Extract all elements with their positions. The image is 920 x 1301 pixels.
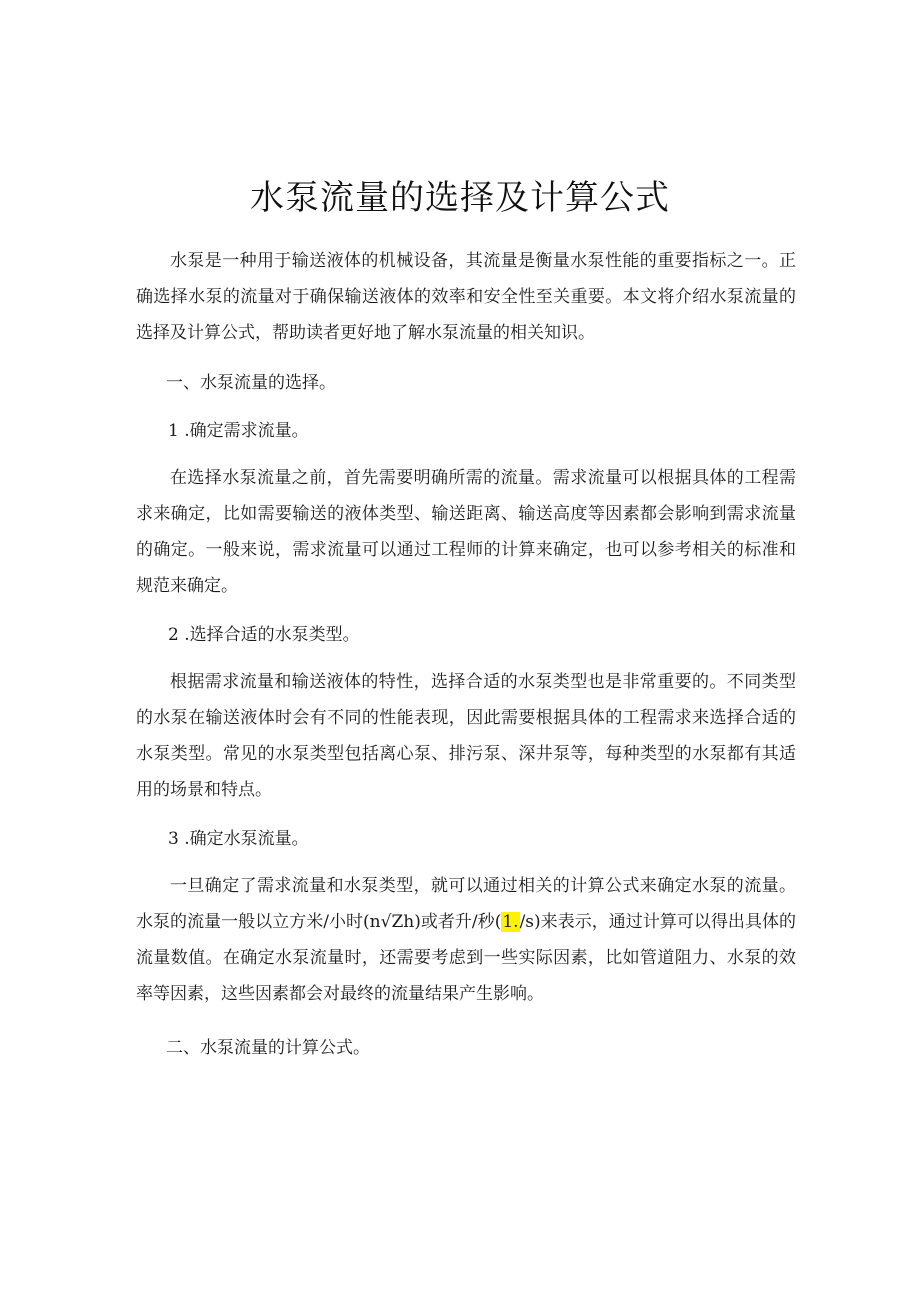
item-1-paragraph: 在选择水泵流量之前，首先需要明确所需的流量。需求流量可以根据具体的工程需求来确定，比如需要输送的液体类型、输送距离、输送高度等因素都会影响到需求流量的确定。一般来说，需求流量可以通过工程师的计算来确定，也可以参考相关的标准和规范来确定。 [136, 468, 796, 596]
highlighted-text: 1. [502, 912, 519, 932]
item-3-text-part-a: 一旦确定了需求流量和水泵类型，就可以通过相关的计算公式来确定水泵的流量。水泵的流量一般以立方米/小时(n√Zh)或者升/秒( [136, 876, 796, 932]
item-2-paragraph: 根据需求流量和输送液体的特性，选择合适的水泵类型也是非常重要的。不同类型的水泵在输送液体时会有不同的性能表现，因此需要根据具体的工程需求来选择合适的水泵类型。常见的水泵类型包括离心泵、排污泵、深井泵等，每种类型的水泵都有其适用的场景和特点。 [136, 672, 796, 800]
item-1-heading: 1 .确定需求流量。 [168, 421, 309, 441]
item-2-heading: 2 .选择合适的水泵类型。 [168, 625, 360, 645]
item-3-text-part-b: /s)来表示，通过计算可以得出具体的流量数值。在确定水泵流量时，还需要考虑到一些实际因素，比如管道阻力、水泵的效率等因素，这些因素都会对最终的流量结果产生影响。 [136, 912, 796, 1004]
section-1-heading: 一、水泵流量的选择。 [166, 373, 336, 393]
item-3-paragraph [136, 868, 796, 1012]
document-title: 水泵流量的选择及计算公式 [250, 178, 670, 218]
section-2-heading: 二、水泵流量的计算公式。 [166, 1038, 370, 1058]
item-3-heading: 3 .确定水泵流量。 [168, 829, 309, 849]
intro-paragraph: 水泵是一种用于输送液体的机械设备，其流量是衡量水泵性能的重要指标之一。正确选择水泵的流量对于确保输送液体的效率和安全性至关重要。本文将介绍水泵流量的选择及计算公式，帮助读者更好地了解水泵流量的相关知识。 [136, 251, 796, 343]
